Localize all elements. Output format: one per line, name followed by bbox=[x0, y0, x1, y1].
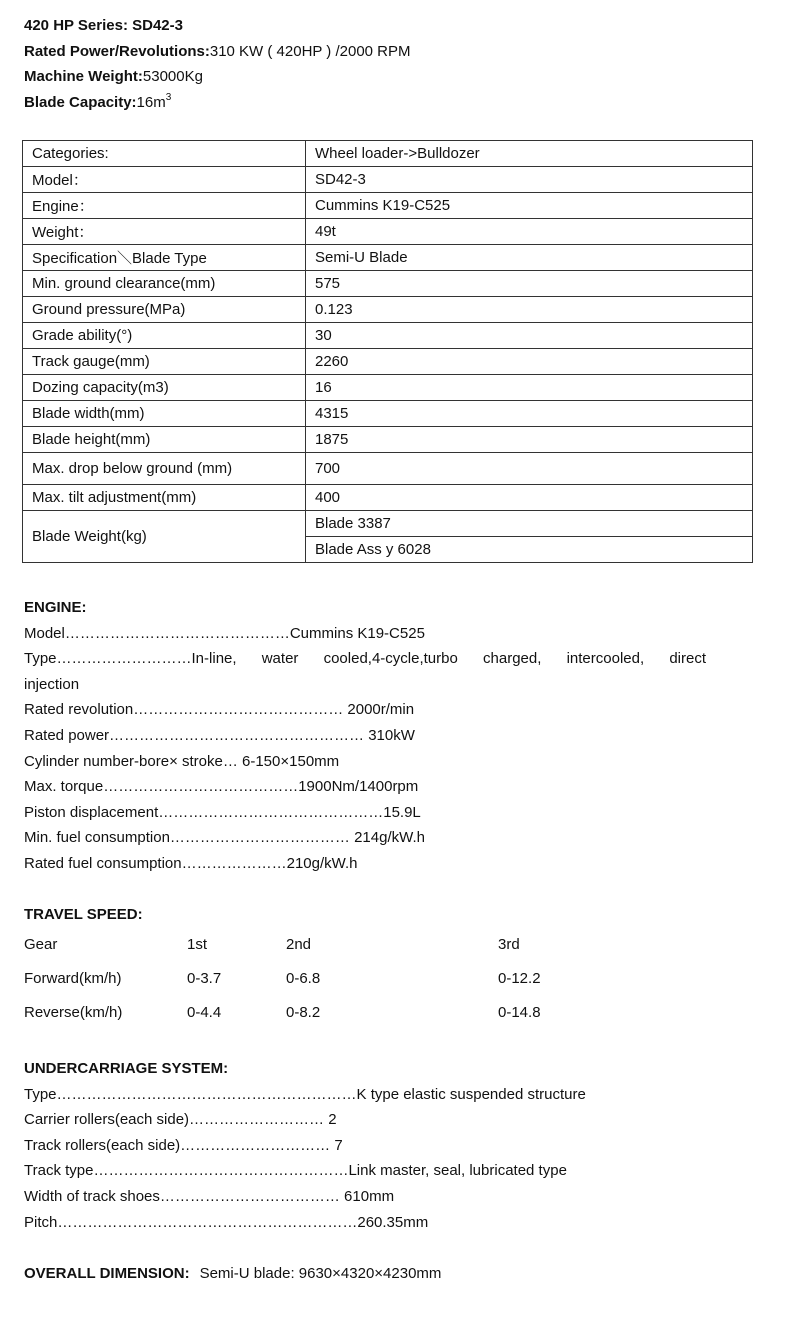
spec-value: 49t bbox=[306, 219, 753, 245]
spec-value: 30 bbox=[306, 323, 753, 349]
spec-row bbox=[23, 323, 753, 349]
travel-speed-value: 0-12.2 bbox=[498, 970, 541, 987]
blade-capacity-value: 16m bbox=[136, 93, 166, 111]
travel-speed-value: 3rd bbox=[498, 936, 520, 953]
spec-label: Blade width(mm) bbox=[23, 401, 306, 427]
spec-label: Blade height(mm) bbox=[23, 427, 306, 453]
travel-header-row bbox=[24, 928, 520, 962]
spec-row bbox=[23, 271, 753, 297]
spec-value: SD42-3 bbox=[306, 167, 753, 193]
travel-speed-section bbox=[24, 902, 541, 1030]
spec-label: Min. ground clearance(mm) bbox=[23, 271, 306, 297]
undercarriage-spec-line: Carrier rollers(each side)……………………… 2 bbox=[24, 1111, 337, 1129]
spec-value: 575 bbox=[306, 271, 753, 297]
rated-power-label: Rated Power/Revolutions: bbox=[24, 42, 210, 60]
spec-value: 16 bbox=[306, 375, 753, 401]
travel-speed-value: 1st bbox=[187, 936, 208, 953]
spec-label: Categories: bbox=[23, 141, 306, 167]
overall-dimension-line bbox=[24, 1261, 441, 1287]
spec-value: 1875 bbox=[306, 427, 753, 453]
spec-label: Weight： bbox=[23, 219, 306, 245]
machine-weight-line bbox=[24, 64, 411, 90]
spec-row bbox=[23, 193, 753, 219]
engine-spec-line: Rated revolution…………………………………… 2000r/min bbox=[24, 701, 415, 719]
travel-speed-value: 0-4.4 bbox=[187, 1004, 222, 1021]
overall-dimension-section bbox=[24, 1261, 441, 1287]
travel-speed-row bbox=[24, 996, 541, 1030]
spec-label: Grade ability(°) bbox=[23, 323, 306, 349]
machine-weight-label: Machine Weight: bbox=[24, 68, 143, 86]
spec-row bbox=[23, 485, 753, 511]
spec-value: 400 bbox=[306, 485, 753, 511]
undercarriage-title: UNDERCARRIAGE SYSTEM: bbox=[24, 1060, 229, 1077]
spec-value: 4315 bbox=[306, 401, 753, 427]
spec-value: Cummins K19-C525 bbox=[306, 193, 753, 219]
blade-weight-label: Blade Weight(kg) bbox=[23, 511, 306, 563]
spec-label: Track gauge(mm) bbox=[23, 349, 306, 375]
rated-power-value: 310 KW ( 420HP ) /2000 RPM bbox=[209, 42, 411, 60]
travel-speed-value: 2nd bbox=[286, 936, 312, 953]
blade-capacity-label: Blade Capacity: bbox=[24, 93, 137, 111]
spec-label: Ground pressure(MPa) bbox=[23, 297, 306, 323]
blade-weight-value: Blade 3387 bbox=[306, 511, 753, 537]
overall-dimension-value: Semi-U blade: 9630×4320×4230mm bbox=[199, 1265, 442, 1282]
spec-label: Dozing capacity(m3) bbox=[23, 375, 306, 401]
engine-section bbox=[24, 595, 706, 877]
engine-spec-line: Model………………………………………Cummins K19-C525 bbox=[24, 624, 425, 642]
blade-capacity-line bbox=[24, 90, 411, 116]
rated-power-line bbox=[24, 39, 411, 65]
spec-label: Specification＼Blade Type bbox=[23, 245, 306, 271]
engine-spec-line: Piston displacement………………………………………15.9L bbox=[24, 803, 421, 821]
travel-speed-value: 0-8.2 bbox=[286, 1004, 321, 1021]
engine-spec-line: Rated fuel consumption…………………210g/kW.h bbox=[24, 854, 358, 872]
spec-row bbox=[23, 427, 753, 453]
overall-dimension-title: OVERALL DIMENSION: bbox=[24, 1265, 190, 1282]
engine-spec-line: Max. torque…………………………………1900Nm/1400rpm bbox=[24, 778, 419, 796]
spec-value: 0.123 bbox=[306, 297, 753, 323]
spec-row bbox=[23, 375, 753, 401]
undercarriage-spec-line: Width of track shoes……………………………… 610mm bbox=[24, 1187, 395, 1205]
spec-row bbox=[23, 297, 753, 323]
travel-speed-value: 0-3.7 bbox=[187, 970, 222, 987]
spec-value: 2260 bbox=[306, 349, 753, 375]
spec-label: Max. tilt adjustment(mm) bbox=[23, 485, 306, 511]
travel-row-label: Gear bbox=[24, 936, 58, 953]
spec-value: Semi-U Blade bbox=[306, 245, 753, 271]
travel-speed-row bbox=[24, 962, 541, 996]
machine-weight-value: 53000Kg bbox=[142, 68, 203, 86]
series-title: 420 HP Series: SD42-3 bbox=[24, 17, 183, 34]
engine-spec-line: injection bbox=[24, 675, 80, 693]
spec-value: Wheel loader->Bulldozer bbox=[306, 141, 753, 167]
undercarriage-spec-line: Track type……………………………………………Link master, seal, lubricated type bbox=[24, 1162, 567, 1180]
travel-row-label: Reverse(km/h) bbox=[24, 1004, 123, 1021]
spec-row bbox=[23, 245, 753, 271]
spec-row bbox=[23, 349, 753, 375]
spec-header bbox=[24, 13, 411, 115]
spec-row bbox=[23, 219, 753, 245]
spec-row bbox=[23, 401, 753, 427]
engine-spec-line: Rated power…………………………………………… 310kW bbox=[24, 726, 415, 744]
engine-title: ENGINE: bbox=[24, 599, 87, 616]
spec-label: Max. drop below ground (mm) bbox=[23, 453, 306, 485]
spec-row-blade-weight bbox=[23, 511, 753, 537]
travel-speed-value: 0-6.8 bbox=[286, 970, 321, 987]
blade-capacity-superscript: 3 bbox=[165, 91, 172, 103]
engine-spec-line: Cylinder number-bore× stroke… 6-150×150mm bbox=[24, 752, 340, 770]
travel-speed-value: 0-14.8 bbox=[498, 1004, 541, 1021]
spec-label: Engine： bbox=[23, 193, 306, 219]
engine-spec-line: Min. fuel consumption……………………………… 214g/kW.h bbox=[24, 829, 425, 847]
spec-table bbox=[22, 140, 753, 563]
travel-row-label: Forward(km/h) bbox=[24, 970, 122, 987]
blade-assembly-weight-value: Blade Ass y 6028 bbox=[306, 537, 753, 563]
undercarriage-spec-line: Pitch……………………………………………………260.35mm bbox=[24, 1213, 429, 1231]
undercarriage-section bbox=[24, 1056, 586, 1235]
spec-value: 700 bbox=[306, 453, 753, 485]
spec-label: Model： bbox=[23, 167, 306, 193]
undercarriage-spec-line: Type……………………………………………………K type elastic suspended structure bbox=[24, 1085, 586, 1103]
spec-row bbox=[23, 141, 753, 167]
travel-speed-title: TRAVEL SPEED: bbox=[24, 906, 143, 923]
engine-spec-line: Type………………………In-line, water cooled,4-cycle,turbo charged, intercooled, direct bbox=[24, 650, 706, 668]
undercarriage-spec-line: Track rollers(each side)………………………… 7 bbox=[24, 1136, 343, 1154]
spec-row bbox=[23, 167, 753, 193]
spec-row bbox=[23, 453, 753, 485]
